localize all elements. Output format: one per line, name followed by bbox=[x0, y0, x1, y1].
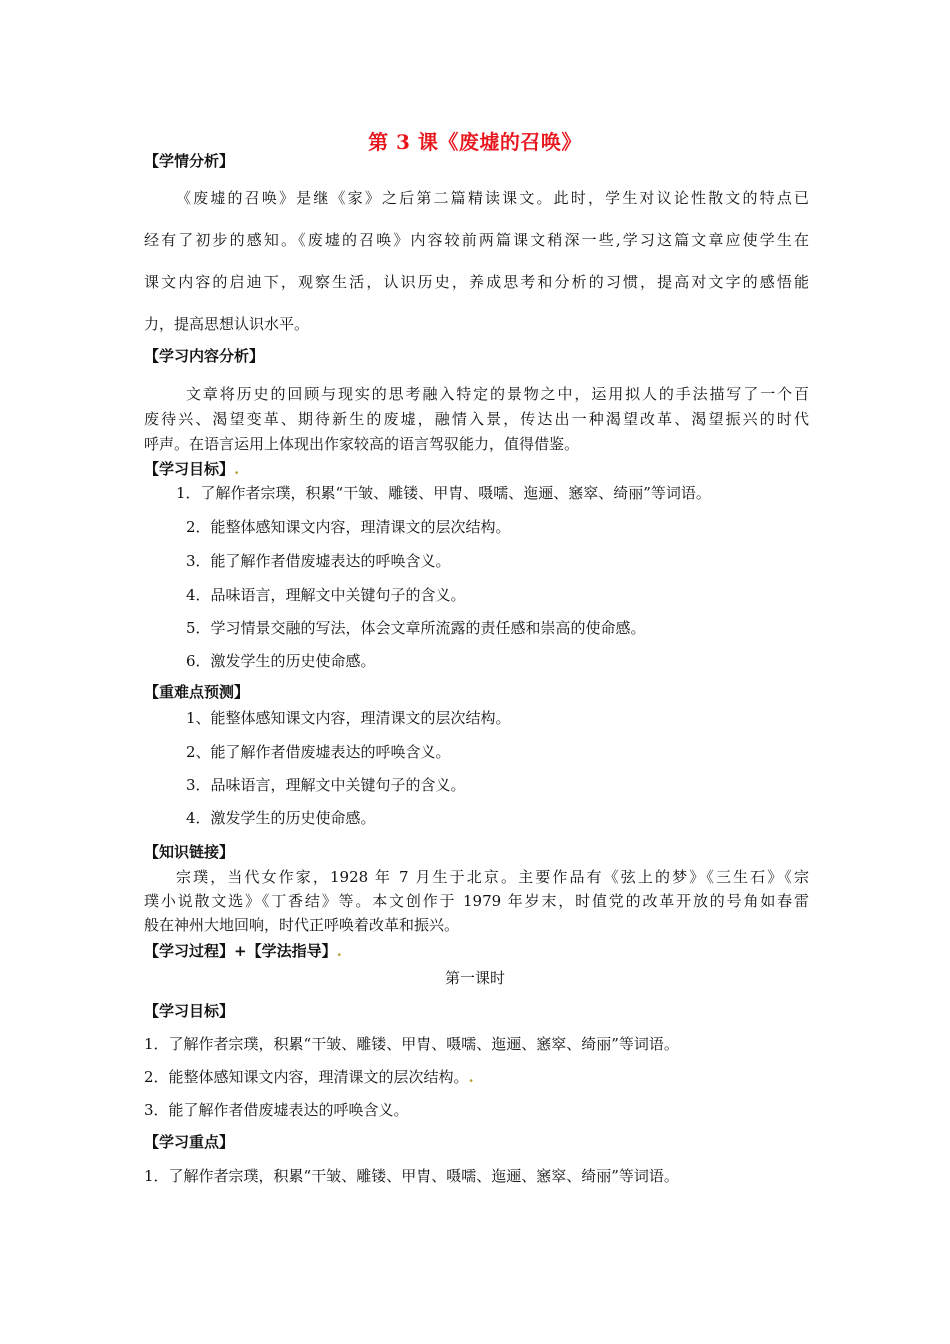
heading-learning-goals-2: 【学习目标】 bbox=[144, 1002, 235, 1020]
goal-item-5: 5．学习情景交融的写法，体会文章所流露的责任感和崇高的使命感。 bbox=[186, 619, 646, 637]
content-line-3: 呼声。在语言运用上体现出作家较高的语言驾驭能力，值得借鉴。 bbox=[144, 435, 580, 453]
goal-item-3: 3．能了解作者借废墟表达的呼唤含义。 bbox=[186, 552, 451, 570]
keypoint-item-3: 3．品味语言，理解文中关键句子的含义。 bbox=[186, 776, 466, 794]
goal2-item-1: 1．了解作者宗璞，积累“干皱、雕镂、甲胄、嗫嚅、迤逦、窸窣、绮丽”等词语。 bbox=[144, 1035, 679, 1053]
analysis-line-2: 经有了初步的感知。《废墟的召唤》内容较前两篇课文稍深一些,学习这篇文章应使学生在 bbox=[144, 231, 809, 249]
keypoint-item-4: 4．激发学生的历史使命感。 bbox=[186, 809, 376, 827]
mark-dot-icon: . bbox=[336, 942, 342, 960]
page-title: 第 3 课《废墟的召唤》 bbox=[368, 130, 582, 154]
link-line-1: 宗璞，当代女作家，1928 年 7 月生于北京。主要作品有《弦上的梦》《三生石》《宗 bbox=[176, 868, 809, 886]
analysis-line-3: 课文内容的启迪下，观察生活，认识历史，养成思考和分析的习惯，提高对文字的感悟能 bbox=[144, 273, 809, 291]
keypoint-item-1: 1、能整体感知课文内容，理清课文的层次结构。 bbox=[186, 709, 511, 727]
keypoint-item-2: 2、能了解作者借废墟表达的呼唤含义。 bbox=[186, 743, 451, 761]
goal2-item-3: 3．能了解作者借废墟表达的呼唤含义。 bbox=[144, 1101, 409, 1119]
heading-learning-process bbox=[144, 940, 342, 962]
link-line-2: 璞小说散文选》《丁香结》等。本文创作于 1979 年岁末，时值党的改革开放的号角如春雷 bbox=[144, 892, 809, 910]
heading-learner-analysis: 【学情分析】 bbox=[144, 152, 235, 170]
link-line-3: 般在神州大地回响，时代正呼唤着改革和振兴。 bbox=[144, 916, 460, 934]
heading-learning-process-text: 【学习过程】+【学法指导】 bbox=[144, 942, 337, 960]
goal-item-4: 4．品味语言，理解文中关键句子的含义。 bbox=[186, 586, 466, 604]
mark-dot-icon: . bbox=[234, 460, 240, 478]
goal-item-2: 2．能整体感知课文内容，理清课文的层次结构。 bbox=[186, 518, 511, 536]
focus-item-1: 1．了解作者宗璞，积累“干皱、雕镂、甲胄、嗫嚅、迤逦、窸窣、绮丽”等词语。 bbox=[144, 1167, 679, 1185]
heading-learning-goals bbox=[144, 458, 239, 480]
analysis-line-1: 《废墟的召唤》是继《家》之后第二篇精读课文。此时，学生对议论性散文的特点已 bbox=[176, 189, 809, 207]
content-line-1: 文章将历史的回顾与现实的思考融入特定的景物之中，运用拟人的手法描写了一个百 bbox=[186, 385, 809, 403]
heading-content-analysis: 【学习内容分析】 bbox=[144, 347, 265, 365]
goal2-item-2-text: 2．能整体感知课文内容，理清课文的层次结构。 bbox=[144, 1068, 469, 1086]
heading-key-points: 【重难点预测】 bbox=[144, 683, 250, 701]
goal-item-1: 1．了解作者宗璞，积累“干皱、雕镂、甲胄、嗫嚅、迤逦、窸窣、绮丽”等词语。 bbox=[176, 484, 711, 502]
heading-knowledge-link: 【知识链接】 bbox=[144, 843, 235, 861]
content-line-2: 废待兴、渴望变革、期待新生的废墟，融情入景，传达出一种渴望改革、渴望振兴的时代 bbox=[144, 410, 809, 428]
mark-dot-icon: . bbox=[468, 1068, 474, 1086]
heading-learning-goals-text: 【学习目标】 bbox=[144, 460, 235, 478]
heading-learning-focus: 【学习重点】 bbox=[144, 1133, 235, 1151]
first-lesson-label: 第一课时 bbox=[444, 969, 505, 987]
goal-item-6: 6．激发学生的历史使命感。 bbox=[186, 652, 376, 670]
goal2-item-2 bbox=[144, 1066, 474, 1088]
analysis-line-4: 力，提高思想认识水平。 bbox=[144, 315, 310, 333]
